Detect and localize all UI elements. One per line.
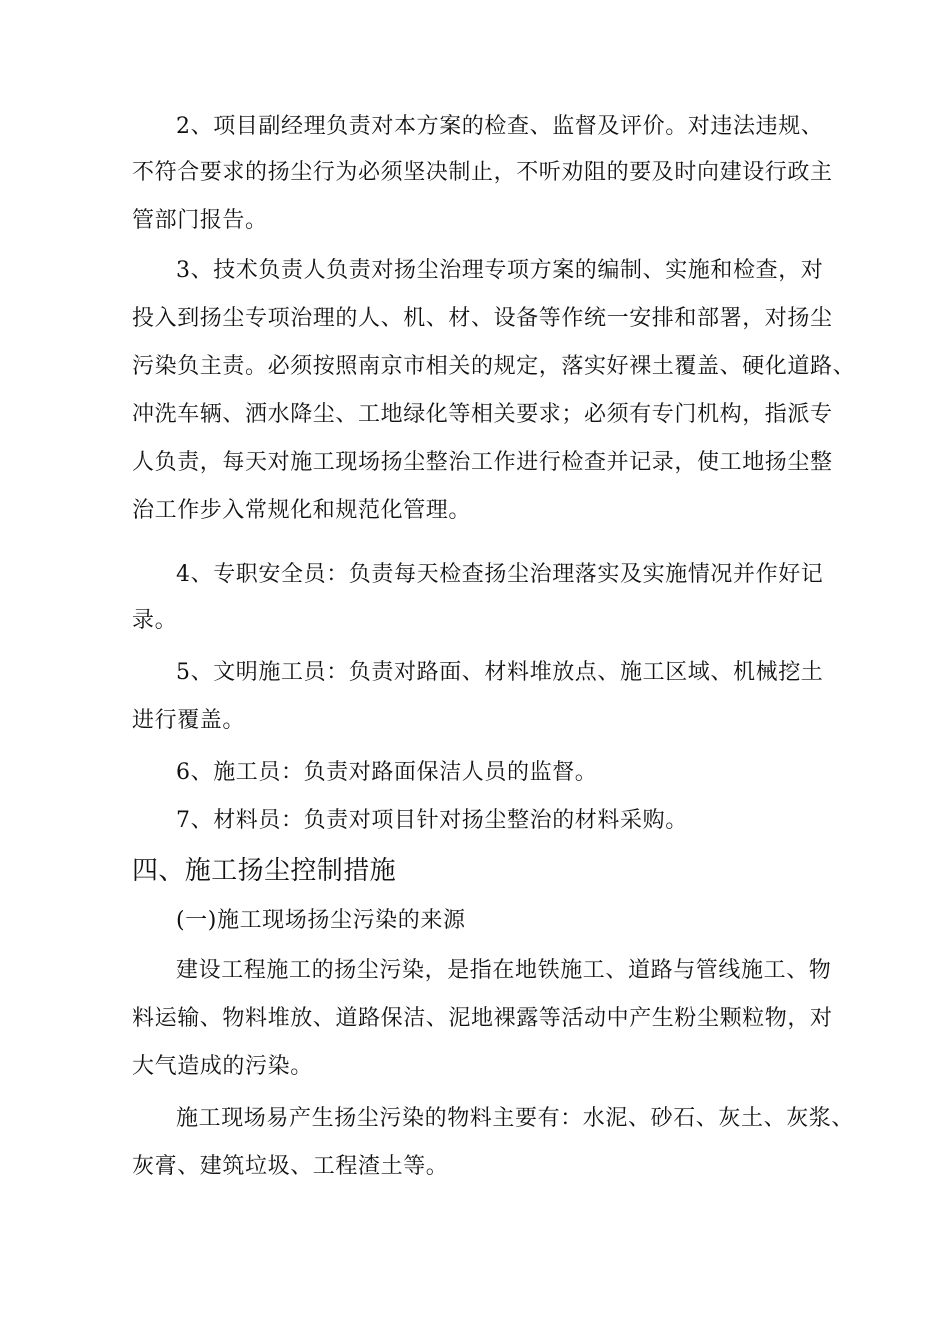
paragraph-line: 6、施工员：负责对路面保洁人员的监督。 [176, 760, 598, 785]
paragraph-line: 2、项目副经理负责对本方案的检查、监督及评价。对违法违规、 [176, 114, 824, 139]
section-heading: 四、施工扬尘控制措施 [132, 856, 397, 886]
paragraph-line: 投入到扬尘专项治理的人、机、材、设备等作统一安排和部署，对扬尘 [132, 306, 833, 331]
subsection-heading: (一)施工现场扬尘污染的来源 [176, 908, 466, 933]
paragraph-line: 大气造成的污染。 [132, 1054, 313, 1079]
paragraph-line: 治工作步入常规化和规范化管理。 [132, 498, 472, 523]
paragraph-line: 管部门报告。 [132, 208, 268, 233]
paragraph-line: 灰膏、建筑垃圾、工程渣土等。 [132, 1154, 449, 1179]
paragraph-line: 冲洗车辆、洒水降尘、工地绿化等相关要求；必须有专门机构，指派专 [132, 402, 833, 427]
paragraph-line: 不符合要求的扬尘行为必须坚决制止，不听劝阻的要及时向建设行政主 [132, 160, 833, 185]
paragraph-line: 施工现场易产生扬尘污染的物料主要有：水泥、砂石、灰土、灰浆、 [176, 1106, 855, 1131]
paragraph-line: 污染负主责。必须按照南京市相关的规定，落实好裸土覆盖、硬化道路、 [132, 354, 856, 379]
paragraph-line: 5、文明施工员：负责对路面、材料堆放点、施工区域、机械挖土 [176, 660, 824, 685]
paragraph-line: 人负责，每天对施工现场扬尘整治工作进行检查并记录，使工地扬尘整 [132, 450, 833, 475]
paragraph-line: 7、材料员：负责对项目针对扬尘整治的材料采购。 [176, 808, 688, 833]
paragraph-line: 3、技术负责人负责对扬尘治理专项方案的编制、实施和检查，对 [176, 258, 824, 283]
paragraph-line: 录。 [132, 608, 178, 633]
paragraph-line: 进行覆盖。 [132, 708, 246, 733]
paragraph-line: 料运输、物料堆放、道路保洁、泥地裸露等活动中产生粉尘颗粒物，对 [132, 1006, 833, 1031]
paragraph-line: 4、专职安全员：负责每天检查扬尘治理落实及实施情况并作好记 [176, 562, 824, 587]
paragraph-line: 建设工程施工的扬尘污染，是指在地铁施工、道路与管线施工、物 [176, 958, 832, 983]
